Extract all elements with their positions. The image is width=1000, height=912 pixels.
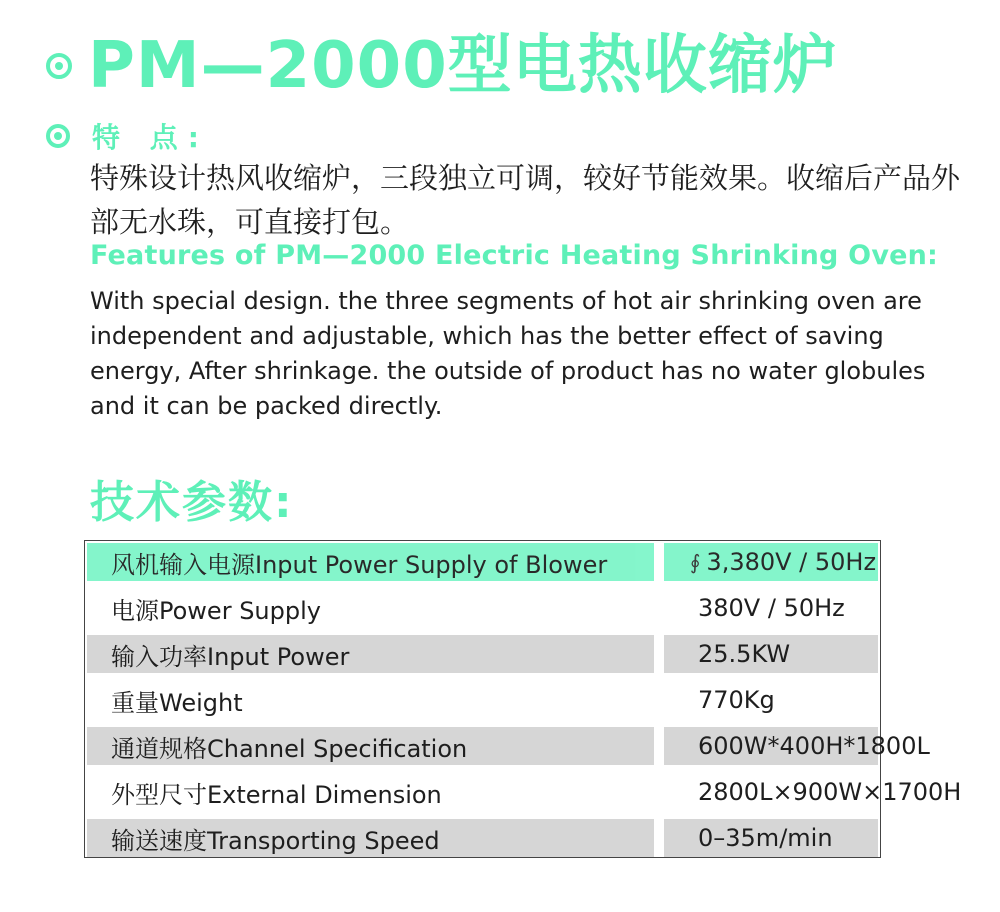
spec-table [84,540,962,858]
table-row [85,679,880,725]
table-row [85,587,880,633]
title-row [46,29,838,103]
bullet-icon [46,53,72,79]
spec-value: 770Kg [664,681,878,719]
table-row [85,771,962,817]
spec-label: 输入功率Input Power [87,635,654,673]
spec-label: 风机输入电源Input Power Supply of Blower [87,543,654,581]
features-heading-row [46,116,209,156]
spec-value: 600W*400H*1800L [664,727,878,765]
spec-label: 电源Power Supply [87,589,654,627]
spec-value: 25.5KW [664,635,878,673]
features-description-en: With special design. the three segments of hot air shrinking oven are independent and adjustable, which has the better effect of saving energy, After shrinkage. the outside of product has no water globules and it can be packed directly. [90,287,926,420]
table-row [85,633,880,679]
spec-value-text: 3,380V / 50Hz [706,548,877,576]
spec-value: 0–35m/min [664,819,878,857]
page-title: PM—2000型电热收缩炉 [88,29,838,103]
spec-value: 2800L×900W×1700H [664,773,878,811]
spec-value: 380V / 50Hz [664,589,878,627]
features-heading: 特 点: [92,121,209,154]
params-heading: 技术参数: [90,477,294,528]
features-description-cn: 特殊设计热风收缩炉，三段独立可调，较好节能效果。收缩后产品外部无水珠，可直接打包。 [90,161,961,239]
spec-label: 重量Weight [87,681,654,719]
table-row [85,541,880,587]
table-row [85,817,880,863]
spec-label: 外型尺寸External Dimension [87,773,654,811]
phase-icon: ∮ [690,550,701,574]
table-row [85,725,930,771]
spec-label: 输送速度Transporting Speed [87,819,654,857]
spec-value [664,543,878,581]
features-heading-en: Features of PM—2000 Electric Heating Shrinking Oven: [90,240,939,271]
bullet-icon [46,124,70,148]
spec-label: 通道规格Channel Specification [87,727,654,765]
